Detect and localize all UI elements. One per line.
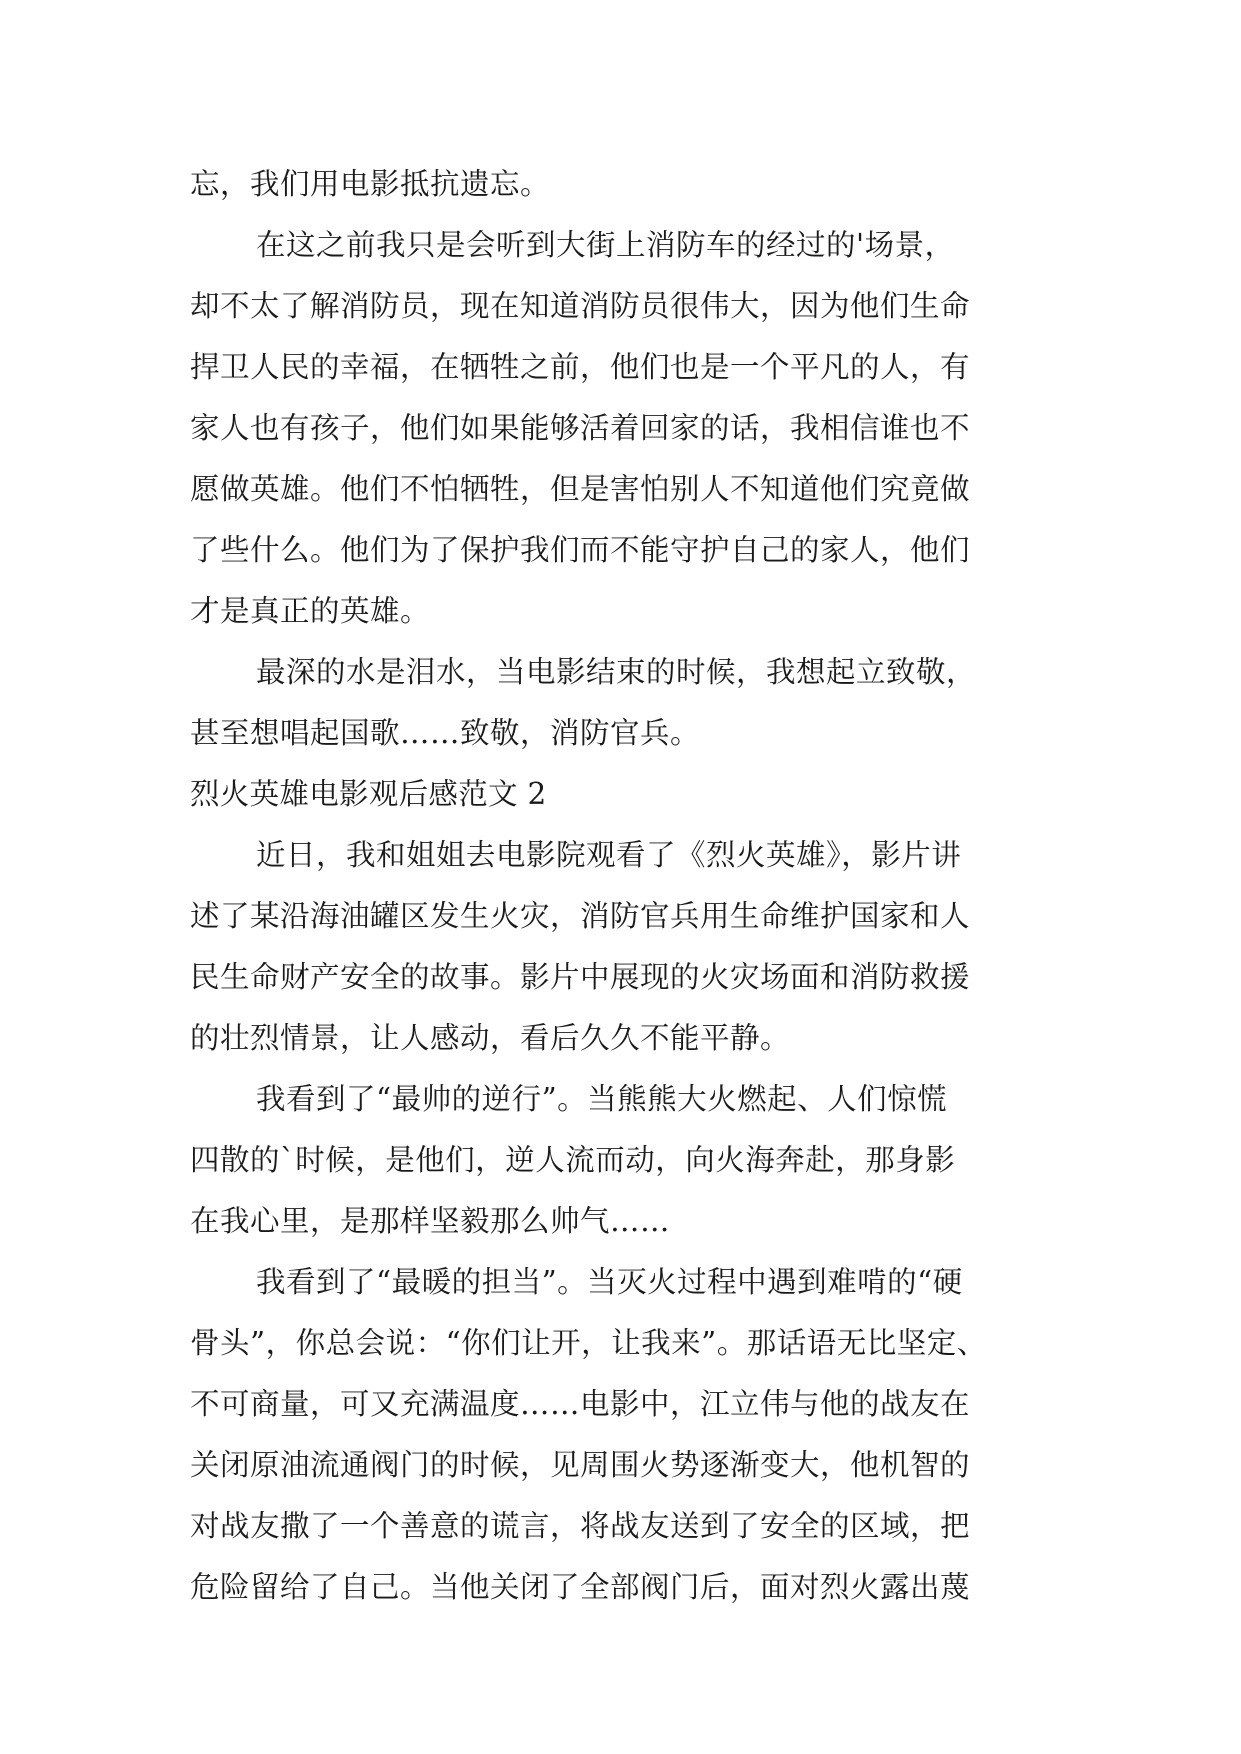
text-line: 我看到了“最帅的逆行”。当熊熊大火燃起、人们惊慌 xyxy=(256,1082,948,1116)
text-line: 危险留给了自己。当他关闭了全部阀门后，面对烈火露出蔑 xyxy=(190,1570,971,1604)
section-heading: 烈火英雄电影观后感范文 2 xyxy=(190,777,547,811)
text-line: 家人也有孩子，他们如果能够活着回家的话，我相信谁也不 xyxy=(190,411,971,445)
text-line: 的壮烈情景，让人感动，看后久久不能平静。 xyxy=(190,1021,791,1055)
text-line: 述了某沿海油罐区发生火灾，消防官兵用生命维护国家和人 xyxy=(190,899,971,933)
text-line: 我看到了“最暖的担当”。当灭火过程中遇到难啃的“硬 xyxy=(256,1265,963,1299)
text-line: 却不太了解消防员，现在知道消防员很伟大，因为他们生命 xyxy=(190,289,971,323)
text-line: 了些什么。他们为了保护我们而不能守护自己的家人，他们 xyxy=(190,533,971,567)
text-line: 忘，我们用电影抵抗遗忘。 xyxy=(190,167,551,201)
text-line: 四散的`时候，是他们，逆人流而动，向火海奔赴，那身影 xyxy=(190,1143,956,1177)
document-body xyxy=(190,154,1070,1618)
text-line: 捍卫人民的幸福，在牺牲之前，他们也是一个平凡的人，有 xyxy=(190,350,971,384)
text-line: 骨头”，你总会说：“你们让开，让我来”。那话语无比坚定、 xyxy=(190,1326,987,1360)
text-line: 在我心里，是那样坚毅那么帅气…… xyxy=(190,1204,671,1238)
text-line: 最深的水是泪水，当电影结束的时候，我想起立致敬， xyxy=(256,655,977,689)
text-line: 在这之前我只是会听到大街上消防车的经过的'场景， xyxy=(256,228,955,262)
text-line: 对战友撒了一个善意的谎言，将战友送到了安全的区域，把 xyxy=(190,1509,971,1543)
text-line: 民生命财产安全的故事。影片中展现的火灾场面和消防救援 xyxy=(190,960,971,994)
text-line: 近日，我和姐姐去电影院观看了《烈火英雄》，影片讲 xyxy=(256,838,962,872)
text-line: 才是真正的英雄。 xyxy=(190,594,431,628)
text-line: 愿做英雄。他们不怕牺牲，但是害怕别人不知道他们究竟做 xyxy=(190,472,971,506)
text-line: 关闭原油流通阀门的时候，见周围火势逐渐变大，他机智的 xyxy=(190,1448,971,1482)
text-line: 不可商量，可又充满温度……电影中，江立伟与他的战友在 xyxy=(190,1387,971,1421)
text-line: 甚至想唱起国歌……致敬，消防官兵。 xyxy=(190,716,701,750)
